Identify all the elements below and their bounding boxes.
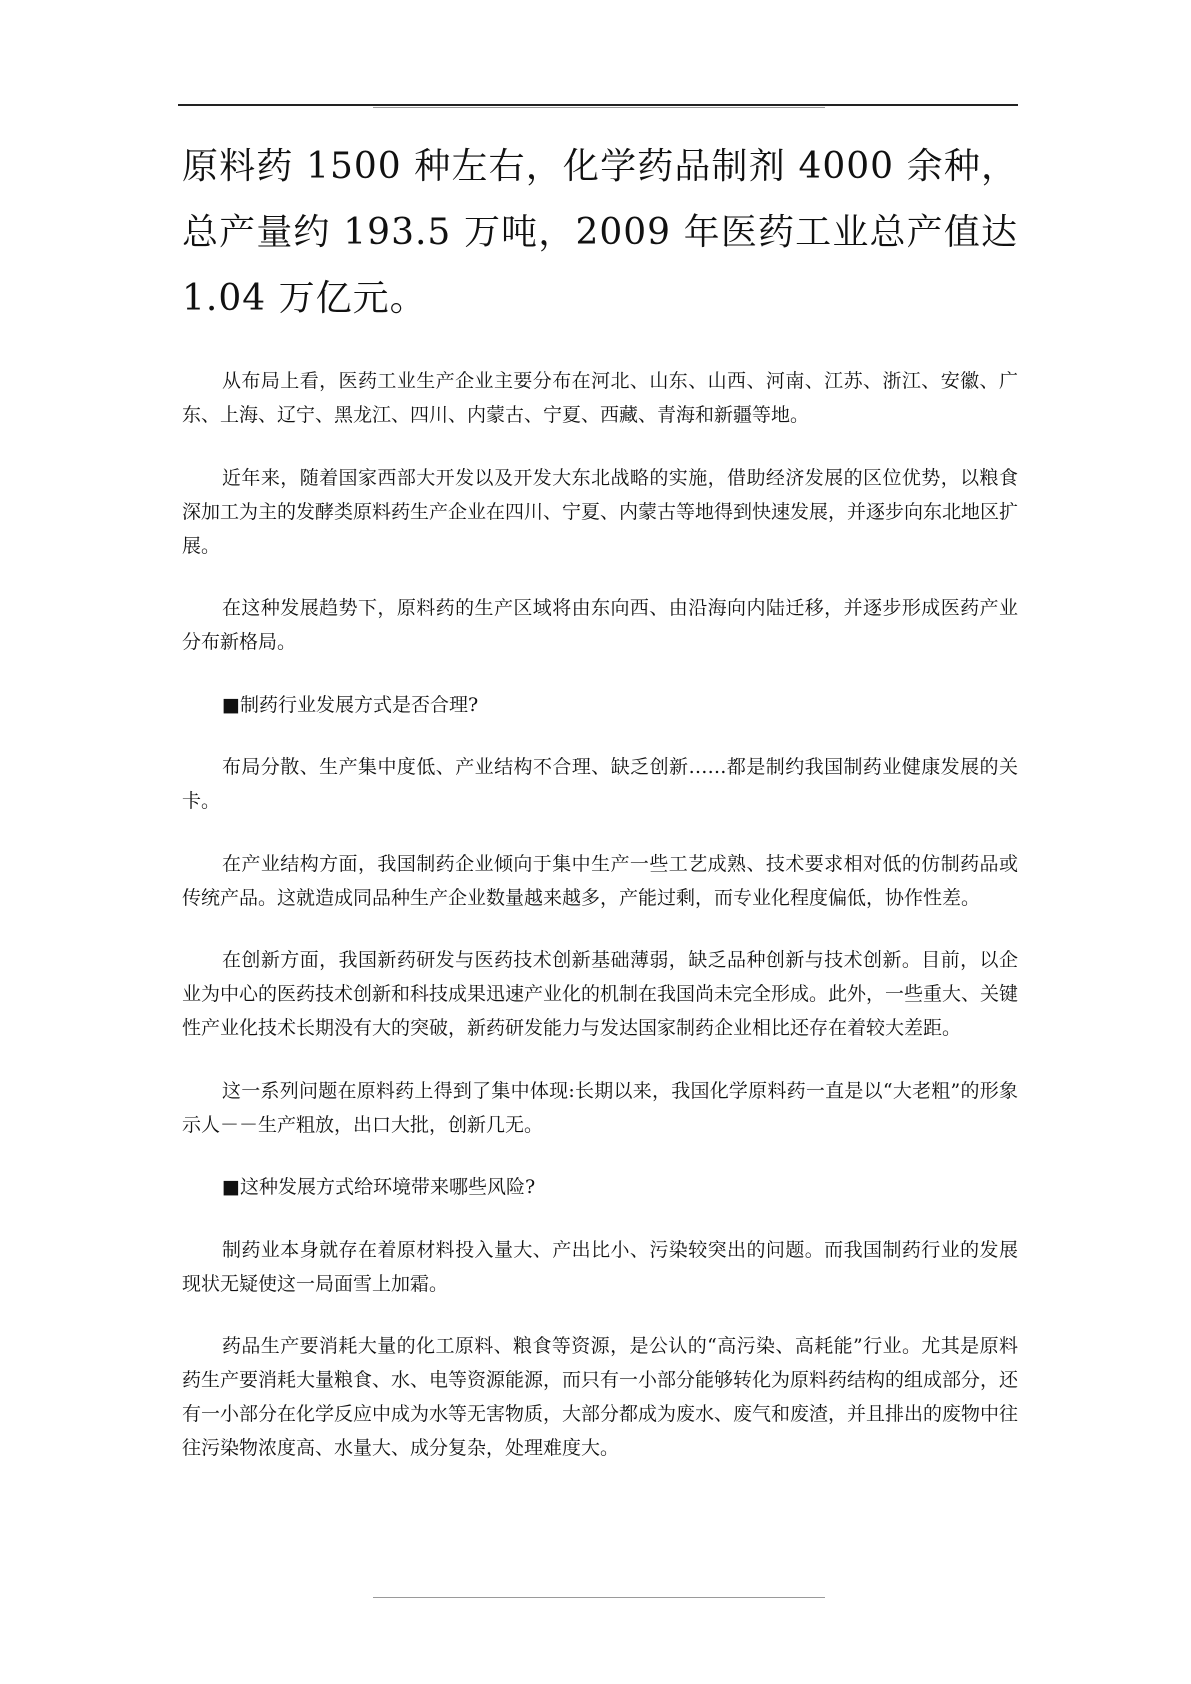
paragraph-recent-years: 近年来，随着国家西部大开发以及开发大东北战略的实施，借助经济发展的区位优势，以粮食深加工为主的发酵类原料药生产企业在四川、宁夏、内蒙古等地得到快速发展，并逐步向东北地区扩展。: [182, 466, 1019, 557]
header-rule-secondary: [373, 107, 825, 108]
paragraph-resource-consumption: 药品生产要消耗大量的化工原料、粮食等资源，是公认的“高污染、高耗能”行业。尤其是原料药生产要消耗大量粮食、水、电等资源能源，而只有一小部分能够转化为原料药结构的组成部分，还有一小部分在化学反应中成为水等无害物质，大部分都成为废水、废气和废渣，并且排出的废物中往往污染物浓度高、水量大、成分复杂，处理难度大。: [182, 1335, 1019, 1459]
section-heading-environment-risk: ■这种发展方式给环境带来哪些风险?: [222, 1176, 536, 1198]
lead-paragraph: 原料药 1500 种左右，化学药品制剂 4000 余种，总产量约 193.5 万吨，2009 年医药工业总产值达 1.04 万亿元。: [182, 146, 1018, 319]
section-heading-development-mode: ■制药行业发展方式是否合理?: [222, 693, 479, 716]
paragraph-pollution: 制药业本身就存在着原材料投入量大、产出比小、污染较突出的问题。而我国制药行业的发展现状无疑使这一局面雪上加霜。: [182, 1238, 1018, 1295]
paragraph-trend: 在这种发展趋势下，原料药的生产区域将由东向西、由沿海向内陆迁移，并逐步形成医药产业分布新格局。: [182, 597, 1018, 653]
footer-rule: [373, 1597, 825, 1598]
paragraph-distribution: 从布局上看，医药工业生产企业主要分布在河北、山东、山西、河南、江苏、浙江、安徽、广东、上海、辽宁、黑龙江、四川、内蒙古、宁夏、西藏、青海和新疆等地。: [182, 370, 1018, 426]
paragraph-barriers: 布局分散、生产集中度低、产业结构不合理、缺乏创新……都是制约我国制药业健康发展的关卡。: [182, 756, 1018, 812]
article-body: [182, 364, 1018, 1494]
paragraph-api-problems: 这一系列问题在原料药上得到了集中体现:长期以来，我国化学原料药一直是以“大老粗”的形象示人－－生产粗放，出口大批，创新几无。: [182, 1079, 1018, 1136]
paragraph-industry-structure: 在产业结构方面，我国制药企业倾向于集中生产一些工艺成熟、技术要求相对低的仿制药品或传统产品。这就造成同品种生产企业数量越来越多，产能过剩，而专业化程度偏低，协作性差。: [182, 852, 1018, 909]
paragraph-innovation: 在创新方面，我国新药研发与医药技术创新基础薄弱，缺乏品种创新与技术创新。目前，以企业为中心的医药技术创新和科技成果迅速产业化的机制在我国尚未完全形成。此外，一些重大、关键性产业化技术长期没有大的突破，新药研发能力与发达国家制药企业相比还存在着较大差距。: [182, 949, 1019, 1039]
header-rule: [178, 104, 1018, 106]
